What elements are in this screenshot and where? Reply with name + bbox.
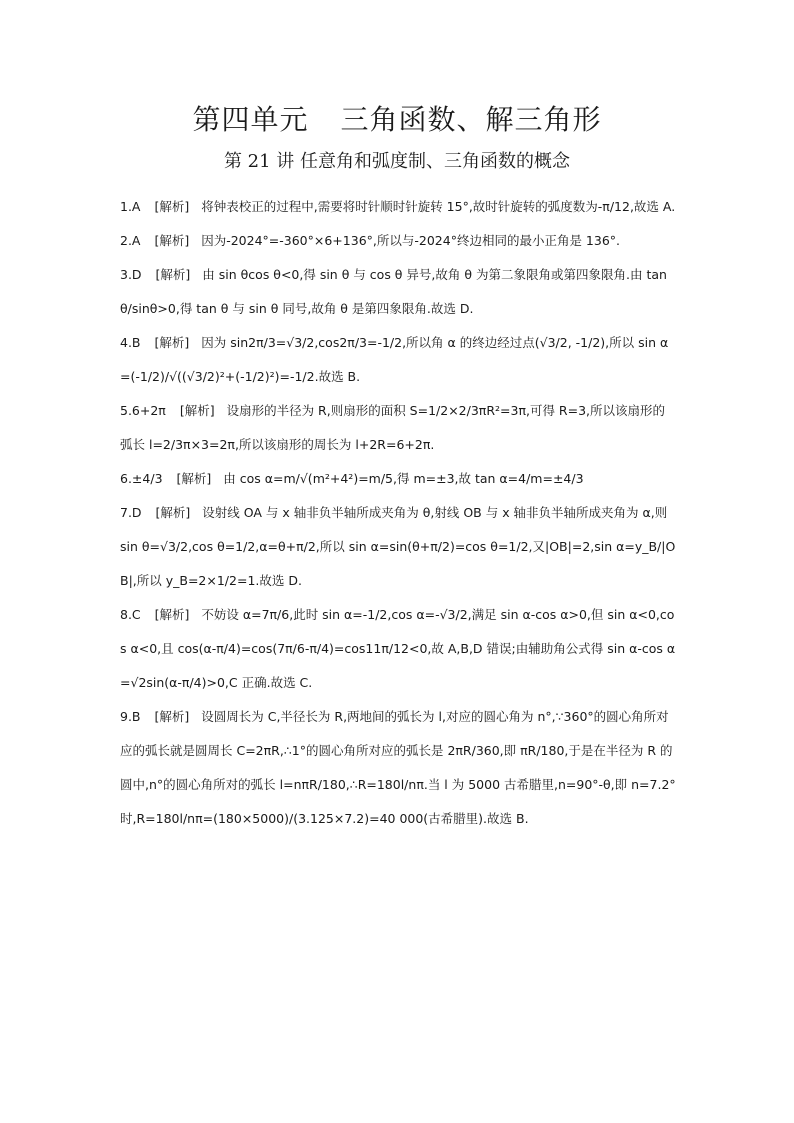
answer-item-9: [120, 700, 676, 836]
answer-key: 1.A: [120, 199, 141, 214]
analysis-tag: [解析]: [179, 403, 215, 418]
answer-explanation: 设射线 OA 与 x 轴非负半轴所成夹角为 θ,射线 OB 与 x 轴非负半轴所成夹角为 α,则 sin θ=√3/2,cos θ=1/2,α=θ+π/2,所以 sin α=sin(θ+π/2)=cos θ=1/2,又|OB|=2,sin α=y_B/|OB|,所以 y_B=2×1/2=1.故选 D.: [120, 505, 676, 588]
answer-item-8: [120, 598, 676, 700]
answer-key: 2.A: [120, 233, 141, 248]
answer-explanation: 将钟表校正的过程中,需要将时针顺时针旋转 15°,故时针旋转的弧度数为-π/12,故选 A.: [201, 199, 676, 214]
answer-item-7: [120, 496, 676, 598]
answer-item-2: [120, 224, 676, 258]
answer-key: 5.6+2π: [120, 403, 166, 418]
analysis-tag: [解析]: [154, 335, 190, 350]
answer-item-4: [120, 326, 676, 394]
analysis-tag: [解析]: [155, 267, 191, 282]
answer-item-5: [120, 394, 676, 462]
answer-explanation: 不妨设 α=7π/6,此时 sin α=-1/2,cos α=-√3/2,满足 sin α-cos α>0,但 sin α<0,cos α<0,且 cos(α-π/4)=cos(7π/6-π/4)=cos11π/12<0,故 A,B,D 错误;由辅助角公式得 sin α-cos α=√2sin(α-π/4)>0,C 正确.故选 C.: [120, 607, 676, 690]
answer-explanation: 由 cos α=m/√(m²+4²)=m/5,得 m=±3,故 tan α=4/m=±4/3: [223, 471, 584, 486]
answer-explanation: 由 sin θcos θ<0,得 sin θ 与 cos θ 异号,故角 θ 为第二象限角或第四象限角.由 tanθ/sinθ>0,得 tan θ 与 sin θ 同号,故角 θ 是第四象限角.故选 D.: [120, 267, 667, 316]
answer-key: 3.D: [120, 267, 142, 282]
analysis-tag: [解析]: [176, 471, 212, 486]
answer-key: 8.C: [120, 607, 141, 622]
analysis-tag: [解析]: [154, 709, 190, 724]
answer-item-3: [120, 258, 676, 326]
analysis-tag: [解析]: [154, 607, 190, 622]
answer-explanation: 设圆周长为 C,半径长为 R,两地间的弧长为 l,对应的圆心角为 n°,∵360°的圆心角所对应的弧长就是圆周长 C=2πR,∴1°的圆心角所对应的弧长是 2πR/360,即 πR/180,于是在半径为 R 的圆中,n°的圆心角所对的弧长 l=nπR/180,∴R=180l/nπ.当 l 为 5000 古希腊里,n=90°-θ,即 n=7.2°时,R=180l/nπ=(180×5000)/(3.125×7.2)=40 000(古希腊里).故选 B.: [120, 709, 676, 826]
unit-title: 第四单元 三角函数、解三角形: [192, 103, 602, 136]
answer-item-6: [120, 462, 676, 496]
answer-key: 6.±4/3: [120, 471, 163, 486]
lesson-title: 第 21 讲 任意角和弧度制、三角函数的概念: [223, 151, 571, 172]
answer-explanation: 设扇形的半径为 R,则扇形的面积 S=1/2×2/3πR²=3π,可得 R=3,所以该扇形的弧长 l=2/3π×3=2π,所以该扇形的周长为 l+2R=6+2π.: [120, 403, 666, 452]
answer-item-1: [120, 190, 676, 224]
answer-key: 7.D: [120, 505, 142, 520]
answer-explanation: 因为 sin2π/3=√3/2,cos2π/3=-1/2,所以角 α 的终边经过点(√3/2, -1/2),所以 sin α=(-1/2)/√((√3/2)²+(-1/2)²)=-1/2.故选 B.: [120, 335, 669, 384]
answer-list: [120, 190, 676, 836]
answer-explanation: 因为-2024°=-360°×6+136°,所以与-2024°终边相同的最小正角是 136°.: [201, 233, 620, 248]
analysis-tag: [解析]: [154, 233, 190, 248]
answer-key: 4.B: [120, 335, 141, 350]
analysis-tag: [解析]: [155, 505, 191, 520]
analysis-tag: [解析]: [154, 199, 190, 214]
answer-key: 9.B: [120, 709, 141, 724]
